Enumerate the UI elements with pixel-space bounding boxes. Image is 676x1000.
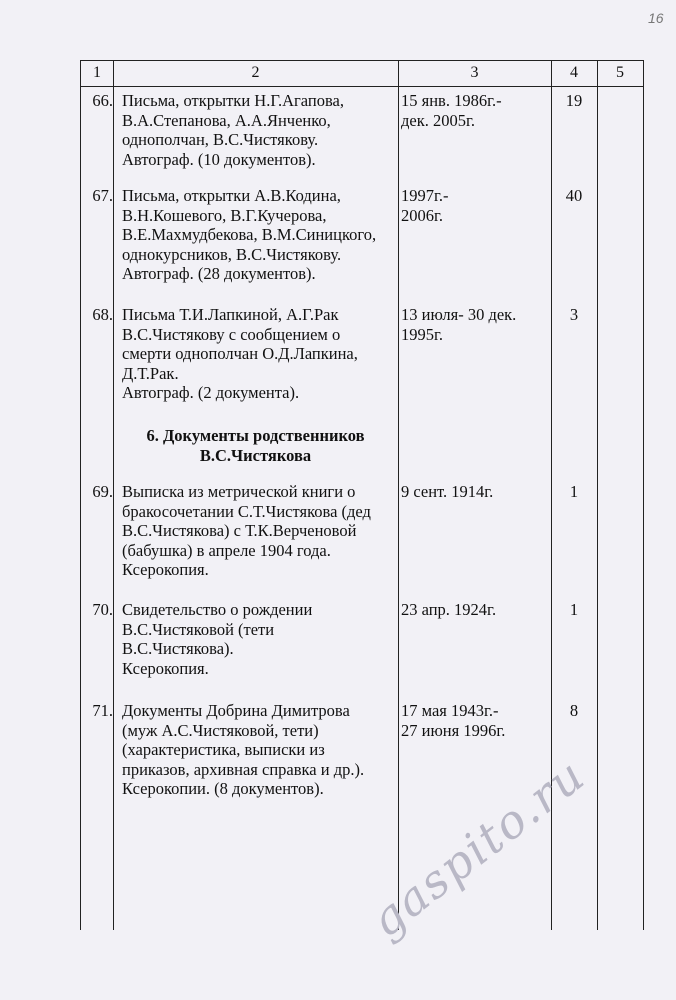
column-header: 5	[616, 64, 624, 81]
item-number: 70.	[92, 600, 113, 619]
item-dates: 17 мая 1943г.- 27 июня 1996г.	[401, 701, 506, 740]
item-number: 71.	[92, 701, 113, 720]
page-number: 16	[648, 10, 664, 26]
column-header: 1	[93, 64, 101, 81]
item-dates: 1997г.- 2006г.	[401, 186, 449, 225]
item-description: Письма Т.И.Лапкиной, А.Г.Рак В.С.Чистякову с сообщением о смерти однополчан О.Д.Лапкина, Д.Т.Рак. Автограф. (2 документа).	[122, 305, 358, 402]
column-header: 2	[251, 64, 260, 81]
item-number: 67.	[92, 186, 113, 205]
item-description: Документы Добрина Димитрова (муж А.С.Чистяковой, тети) (характеристика, выписки из приказов, архивная справка и др.). Ксерокопии. (8 документов).	[122, 701, 365, 798]
item-description: Выписка из метрической книги о бракосочетании С.Т.Чистякова (дед В.С.Чистякова) с Т.К.Верченовой (бабушка) в апреле 1904 года. Ксерокопия.	[122, 482, 371, 579]
table-header	[81, 60, 643, 87]
item-dates: 9 сент. 1914г.	[401, 482, 494, 501]
item-count: 40	[565, 186, 583, 205]
site-watermark: gaspito.ru	[360, 747, 596, 948]
item-dates: 23 апр. 1924г.	[401, 600, 497, 619]
column-header: 3	[470, 64, 479, 81]
column-divider	[398, 60, 399, 930]
item-count: 3	[569, 305, 579, 324]
item-count: 1	[569, 600, 579, 619]
item-description: Письма, открытки А.В.Кодина, В.Н.Кошевого, В.Г.Кучерова, В.Е.Махмудбекова, В.М.Синицкого, однокурсников, В.С.Чистякову. Автограф. (28 документов).	[122, 186, 377, 283]
item-number: 68.	[92, 305, 113, 324]
item-count: 19	[565, 91, 583, 110]
column-divider	[597, 60, 598, 930]
item-number: 69.	[92, 482, 113, 501]
item-count: 8	[569, 701, 579, 720]
section-heading: 6. Документы родственников В.С.Чистякова	[146, 426, 365, 465]
item-count: 1	[569, 482, 579, 501]
item-number: 66.	[92, 91, 113, 110]
column-divider	[113, 60, 114, 930]
column-header: 4	[570, 64, 578, 81]
item-description: Письма, открытки Н.Г.Агапова, В.А.Степанова, А.А.Янченко, однополчан, В.С.Чистякову. Автограф. (10 документов).	[122, 91, 345, 169]
item-dates: 13 июля- 30 дек. 1995г.	[401, 305, 517, 344]
item-dates: 15 янв. 1986г.- дек. 2005г.	[401, 91, 502, 130]
item-description: Свидетельство о рождении В.С.Чистяковой (тети В.С.Чистякова). Ксерокопия.	[122, 600, 313, 678]
